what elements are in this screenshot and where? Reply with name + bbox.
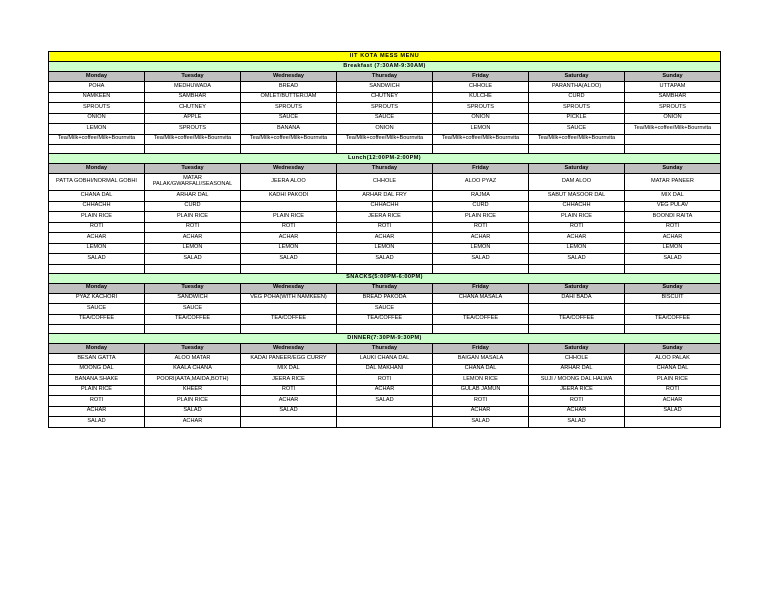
title-row [49, 52, 721, 62]
menu-cell: Tea/Milk+coffee/Milk+Bournvita [49, 134, 145, 145]
menu-cell: SALAD [145, 254, 241, 265]
menu-body [49, 52, 721, 428]
menu-cell: RAJMA [433, 191, 529, 202]
day-header-row [49, 164, 721, 174]
menu-row [49, 233, 721, 244]
menu-cell: KHEER [145, 385, 241, 396]
menu-cell: ACHAR [433, 233, 529, 244]
spacer-cell [241, 325, 337, 334]
menu-cell: PLAIN RICE [49, 385, 145, 396]
mess-menu-sheet [48, 51, 720, 428]
menu-cell: CHANA MASALA [433, 293, 529, 304]
section-header-row [49, 154, 721, 164]
menu-cell: JEERA RICE [529, 385, 625, 396]
spacer-cell [241, 145, 337, 154]
menu-row [49, 254, 721, 265]
menu-cell: ACHAR [625, 396, 721, 407]
menu-cell: MEDHUWADA [145, 82, 241, 93]
menu-row [49, 304, 721, 315]
menu-cell: DAM ALOO [529, 174, 625, 191]
menu-cell: Tea/Milk+coffee/Milk+Bournvita [145, 134, 241, 145]
menu-row [49, 243, 721, 254]
day-header: Monday [49, 72, 145, 82]
mess-menu-table [48, 51, 721, 428]
menu-cell: BANANA [241, 124, 337, 135]
day-header: Thursday [337, 164, 433, 174]
section-header-row [49, 334, 721, 344]
day-header: Friday [433, 283, 529, 293]
spacer-cell [145, 145, 241, 154]
menu-cell: GULAB JAMUN [433, 385, 529, 396]
menu-cell: TEA/COFFEE [625, 314, 721, 325]
menu-cell: ACHAR [529, 406, 625, 417]
day-header: Wednesday [241, 164, 337, 174]
menu-cell: KADHI PAKODI [241, 191, 337, 202]
section-header-row [49, 62, 721, 72]
menu-cell: KULCHE [433, 92, 529, 103]
menu-cell: PLAIN RICE [145, 396, 241, 407]
menu-cell: SPROUTS [337, 103, 433, 114]
day-header: Thursday [337, 344, 433, 354]
menu-row [49, 396, 721, 407]
spacer-cell [433, 145, 529, 154]
day-header: Saturday [529, 344, 625, 354]
menu-cell: ROTI [433, 222, 529, 233]
day-header: Tuesday [145, 283, 241, 293]
menu-cell: ACHAR [529, 233, 625, 244]
menu-cell: SALAD [145, 406, 241, 417]
menu-cell: CURD [145, 201, 241, 212]
menu-row [49, 417, 721, 428]
day-header-row [49, 283, 721, 293]
menu-cell: SALAD [49, 417, 145, 428]
menu-cell: CHHACHH [529, 201, 625, 212]
menu-cell: TEA/COFFEE [145, 314, 241, 325]
menu-cell: ACHAR [49, 233, 145, 244]
menu-cell: CHHOLE [337, 174, 433, 191]
menu-cell: ROTI [625, 385, 721, 396]
day-header: Friday [433, 72, 529, 82]
menu-cell: SALAD [625, 254, 721, 265]
menu-cell: DAHI BADA [529, 293, 625, 304]
menu-cell: SAUCE [145, 304, 241, 315]
menu-cell: SAUCE [49, 304, 145, 315]
menu-cell: ALOO PYAZ [433, 174, 529, 191]
day-header: Sunday [625, 72, 721, 82]
menu-cell: BREAD [241, 82, 337, 93]
menu-cell: SALAD [529, 254, 625, 265]
day-header: Sunday [625, 164, 721, 174]
spacer-cell [529, 145, 625, 154]
day-header: Friday [433, 164, 529, 174]
menu-cell: DAL MAKHANI [337, 364, 433, 375]
menu-row [49, 222, 721, 233]
menu-cell: ACHAR [241, 396, 337, 407]
day-header: Sunday [625, 283, 721, 293]
menu-cell: APPLE [145, 113, 241, 124]
menu-cell: TEA/COFFEE [337, 314, 433, 325]
menu-cell: MATAR PANEER [625, 174, 721, 191]
menu-cell: CURD [433, 201, 529, 212]
menu-cell: BREAD PAKODA [337, 293, 433, 304]
spacer-cell [433, 264, 529, 273]
menu-cell: JEERA RICE [241, 375, 337, 386]
menu-cell: PICKLE [529, 113, 625, 124]
menu-cell: MOONG DAL [49, 364, 145, 375]
menu-row [49, 375, 721, 386]
menu-cell: CHANA DAL [49, 191, 145, 202]
menu-row [49, 212, 721, 223]
spacer-row [49, 145, 721, 154]
spacer-cell [337, 325, 433, 334]
day-header: Sunday [625, 344, 721, 354]
menu-cell: ROTI [337, 222, 433, 233]
spacer-cell [145, 325, 241, 334]
day-header: Saturday [529, 72, 625, 82]
menu-cell: ACHAR [145, 233, 241, 244]
menu-cell: ROTI [49, 222, 145, 233]
menu-row [49, 124, 721, 135]
menu-cell: CHANA DAL [433, 364, 529, 375]
menu-cell [625, 304, 721, 315]
day-header: Thursday [337, 283, 433, 293]
day-header: Wednesday [241, 72, 337, 82]
menu-cell: ACHAR [433, 406, 529, 417]
spacer-cell [145, 264, 241, 273]
menu-cell: BOONDI RAITA [625, 212, 721, 223]
menu-cell: SPROUTS [49, 103, 145, 114]
menu-cell: OMLET/BUTTER/JAM [241, 92, 337, 103]
menu-cell: SABUT MASOOR DAL [529, 191, 625, 202]
menu-cell: LEMON [241, 243, 337, 254]
day-header: Tuesday [145, 344, 241, 354]
menu-cell: SPROUTS [145, 124, 241, 135]
menu-cell [529, 304, 625, 315]
menu-cell: LEMON [529, 243, 625, 254]
menu-cell: CHHOLE [529, 354, 625, 365]
menu-cell: LEMON [145, 243, 241, 254]
menu-row [49, 201, 721, 212]
menu-cell: MATAR PALAK/GWARFALI/SEASONAL [145, 174, 241, 191]
menu-cell: ONION [625, 113, 721, 124]
menu-cell: SPROUTS [241, 103, 337, 114]
menu-cell: PLAIN RICE [433, 212, 529, 223]
menu-cell [337, 406, 433, 417]
day-header-row [49, 344, 721, 354]
menu-cell: PLAIN RICE [241, 212, 337, 223]
menu-cell: LEMON [337, 243, 433, 254]
spacer-cell [49, 145, 145, 154]
spacer-row [49, 264, 721, 273]
day-header: Wednesday [241, 344, 337, 354]
menu-cell: ACHAR [145, 417, 241, 428]
menu-cell: SPROUTS [625, 103, 721, 114]
menu-cell: MIX DAL [625, 191, 721, 202]
menu-cell: SALAD [241, 254, 337, 265]
menu-row [49, 103, 721, 114]
menu-cell: CHHACHH [49, 201, 145, 212]
menu-cell: TEA/COFFEE [433, 314, 529, 325]
menu-cell: ACHAR [625, 233, 721, 244]
menu-row [49, 385, 721, 396]
spacer-cell [49, 264, 145, 273]
menu-cell: ROTI [529, 222, 625, 233]
menu-cell: SAUCE [241, 113, 337, 124]
menu-cell: ROTI [337, 375, 433, 386]
day-header: Tuesday [145, 72, 241, 82]
menu-cell: LAUKI CHANA DAL [337, 354, 433, 365]
menu-cell: LEMON [49, 124, 145, 135]
menu-cell: SAUCE [337, 304, 433, 315]
menu-cell: ALOO MATAR [145, 354, 241, 365]
menu-cell: ACHAR [49, 406, 145, 417]
menu-cell [241, 201, 337, 212]
menu-cell: SALAD [625, 406, 721, 417]
day-header: Monday [49, 164, 145, 174]
menu-cell: SUJI / MOONG DAL HALWA [529, 375, 625, 386]
spacer-cell [529, 325, 625, 334]
menu-cell: PYAZ KACHORI [49, 293, 145, 304]
menu-row [49, 82, 721, 93]
day-header: Saturday [529, 283, 625, 293]
menu-cell: VEG POHA(WITH NAMKEEN) [241, 293, 337, 304]
menu-cell: LEMON [433, 243, 529, 254]
menu-cell: UTTAPAM [625, 82, 721, 93]
day-header: Tuesday [145, 164, 241, 174]
menu-cell: TEA/COFFEE [529, 314, 625, 325]
menu-cell: ONION [49, 113, 145, 124]
menu-cell: TEA/COFFEE [241, 314, 337, 325]
menu-cell: CURD [529, 92, 625, 103]
menu-row [49, 293, 721, 304]
menu-cell: POHA [49, 82, 145, 93]
day-header: Monday [49, 283, 145, 293]
menu-cell [625, 417, 721, 428]
menu-cell: VEG PULAV [625, 201, 721, 212]
menu-cell: NAMKEEN [49, 92, 145, 103]
spacer-cell [337, 145, 433, 154]
section-title: Lunch(12:00PM-2:00PM) [49, 154, 721, 164]
menu-cell: ARHAR DAL [529, 364, 625, 375]
menu-cell: SANDWICH [337, 82, 433, 93]
menu-cell: Tea/Milk+coffee/Milk+Bournvita [529, 134, 625, 145]
section-title: SNACKS(5:00PM-6:00PM) [49, 273, 721, 283]
menu-cell: SALAD [337, 254, 433, 265]
menu-cell: TEA/COFFEE [49, 314, 145, 325]
section-title: DINNER(7:30PM-9:30PM) [49, 334, 721, 344]
menu-cell: SAMBHAR [625, 92, 721, 103]
menu-cell: ROTI [241, 222, 337, 233]
menu-cell: LEMON [625, 243, 721, 254]
menu-cell: LEMON RICE [433, 375, 529, 386]
menu-cell: SPROUTS [433, 103, 529, 114]
menu-cell: ROTI [241, 385, 337, 396]
day-header: Wednesday [241, 283, 337, 293]
menu-cell: SALAD [241, 406, 337, 417]
menu-cell: SALAD [337, 396, 433, 407]
menu-cell: KADAI PANEER/EGG CURRY [241, 354, 337, 365]
menu-row [49, 191, 721, 202]
menu-cell: SALAD [433, 254, 529, 265]
menu-cell: ONION [433, 113, 529, 124]
menu-cell: ROTI [625, 222, 721, 233]
day-header-row [49, 72, 721, 82]
menu-cell: CHUTNEY [337, 92, 433, 103]
menu-cell: PARANTHA(ALOO) [529, 82, 625, 93]
menu-cell: SANDWICH [145, 293, 241, 304]
menu-cell: ROTI [49, 396, 145, 407]
menu-cell [337, 417, 433, 428]
menu-cell: POORI(AATA,MAIDA,BOTH) [145, 375, 241, 386]
section-title: Breakfast (7:30AM-9:30AM) [49, 62, 721, 72]
menu-row [49, 406, 721, 417]
menu-cell: BISCUIT [625, 293, 721, 304]
menu-cell: PLAIN RICE [529, 212, 625, 223]
menu-row [49, 314, 721, 325]
day-header: Friday [433, 344, 529, 354]
menu-cell: CHHOLE [433, 82, 529, 93]
menu-cell: ALOO PALAK [625, 354, 721, 365]
menu-cell: ACHAR [241, 233, 337, 244]
menu-cell: ROTI [433, 396, 529, 407]
menu-cell: ROTI [529, 396, 625, 407]
menu-cell: Tea/Milk+coffee/Milk+Bournvita [337, 134, 433, 145]
menu-row [49, 174, 721, 191]
menu-title: IIT KOTA MESS MENU [49, 52, 721, 62]
spacer-cell [337, 264, 433, 273]
menu-cell: MIX DAL [241, 364, 337, 375]
menu-cell: JEERA ALOO [241, 174, 337, 191]
menu-cell: PLAIN RICE [625, 375, 721, 386]
spacer-cell [625, 264, 721, 273]
menu-cell: BANANA SHAKE [49, 375, 145, 386]
menu-cell: LEMON [49, 243, 145, 254]
menu-cell [625, 134, 721, 145]
menu-cell: ACHAR [337, 233, 433, 244]
menu-cell: ACHAR [337, 385, 433, 396]
menu-cell: CHHACHH [337, 201, 433, 212]
spacer-cell [49, 325, 145, 334]
menu-cell: CHANA DAL [625, 364, 721, 375]
menu-cell: SAUCE [529, 124, 625, 135]
menu-cell: Tea/Milk+coffee/Milk+Bournvita [241, 134, 337, 145]
menu-cell: JEERA RICE [337, 212, 433, 223]
menu-row [49, 134, 721, 145]
day-header: Monday [49, 344, 145, 354]
menu-cell [241, 417, 337, 428]
menu-cell: Tea/Milk+coffee/Milk+Bournvita [433, 134, 529, 145]
section-header-row [49, 273, 721, 283]
spacer-cell [433, 325, 529, 334]
menu-row [49, 364, 721, 375]
menu-cell: PATTA GOBHI/NORMAL GOBHI [49, 174, 145, 191]
menu-cell: SPROUTS [529, 103, 625, 114]
spacer-row [49, 325, 721, 334]
menu-cell: SALAD [433, 417, 529, 428]
spacer-cell [241, 264, 337, 273]
menu-cell: SAUCE [337, 113, 433, 124]
menu-row [49, 92, 721, 103]
menu-row [49, 354, 721, 365]
spacer-cell [625, 145, 721, 154]
spacer-cell [625, 325, 721, 334]
menu-cell: LEMON [433, 124, 529, 135]
menu-cell: Tea/Milk+coffee/Milk+Bournvita [625, 124, 721, 135]
spacer-cell [529, 264, 625, 273]
menu-cell: PLAIN RICE [49, 212, 145, 223]
menu-cell: ROTI [145, 222, 241, 233]
menu-row [49, 113, 721, 124]
day-header: Thursday [337, 72, 433, 82]
menu-cell: ONION [337, 124, 433, 135]
menu-cell: ARHAR DAL FRY [337, 191, 433, 202]
menu-cell: KAALA CHANA [145, 364, 241, 375]
menu-cell: BAIGAN MASALA [433, 354, 529, 365]
menu-cell: BESAN GATTA [49, 354, 145, 365]
menu-cell: SAMBHAR [145, 92, 241, 103]
day-header: Saturday [529, 164, 625, 174]
menu-cell [433, 304, 529, 315]
menu-cell [241, 304, 337, 315]
menu-cell: PLAIN RICE [145, 212, 241, 223]
menu-cell: SALAD [529, 417, 625, 428]
menu-cell: CHUTNEY [145, 103, 241, 114]
menu-cell: ARHAR DAL [145, 191, 241, 202]
menu-cell: SALAD [49, 254, 145, 265]
